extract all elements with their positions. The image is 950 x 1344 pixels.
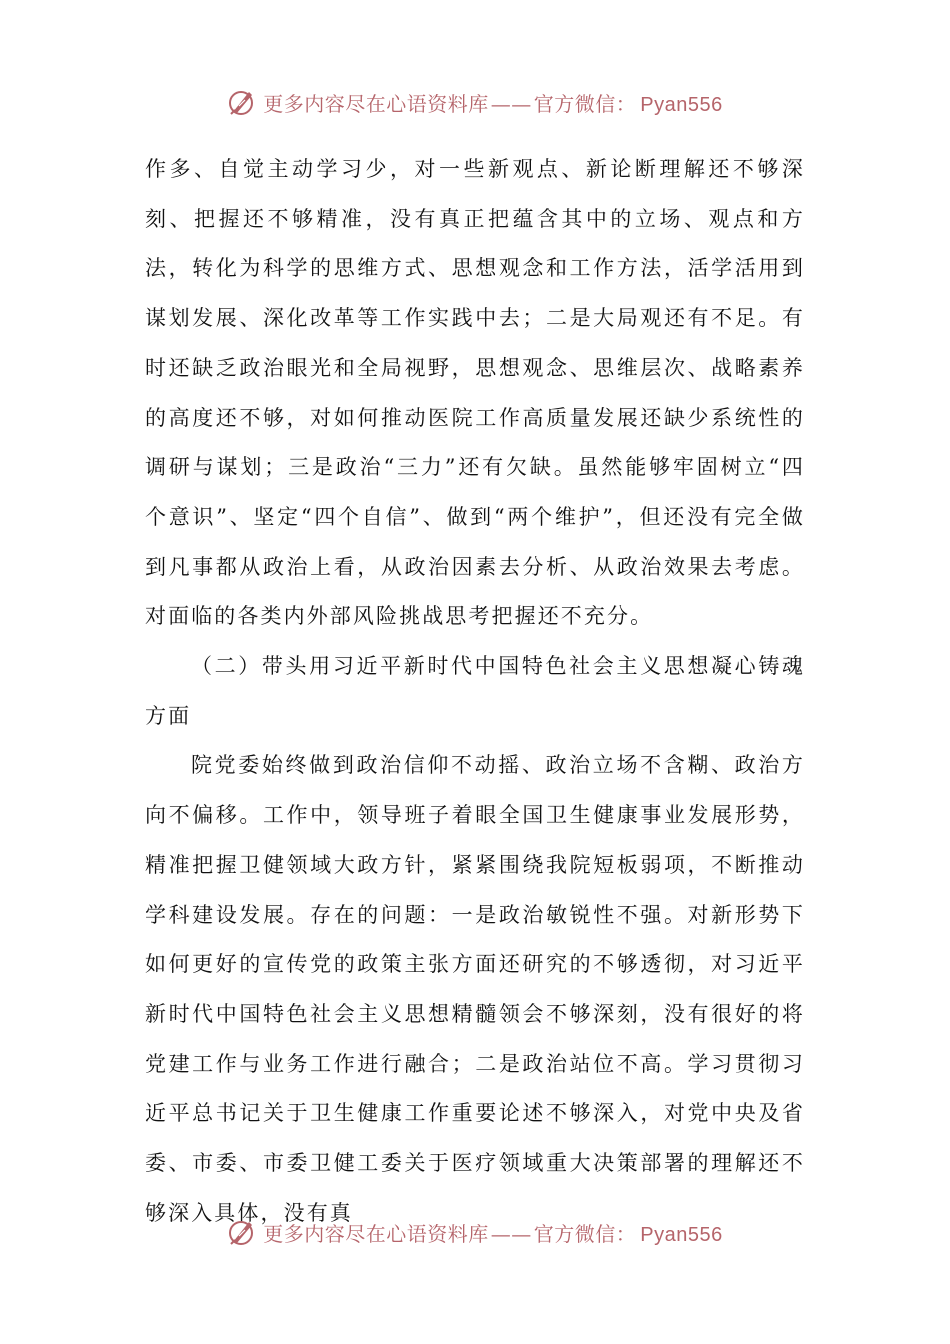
paragraph: 院党委始终做到政治信仰不动摇、政治立场不含糊、政治方向不偏移。工作中，领导班子着眼全国卫生健康事业发展形势，精准把握卫健领域大政方针，紧紧围绕我院短板弱项，不断推动学科建设发展。存在的问题：一是政治敏锐性不强。对新形势下如何更好的宣传党的政策主张方面还研究的不够透彻，对习近平新时代中国特色社会主义思想精髓领会不够深刻，没有很好的将党建工作与业务工作进行融合；二是政治站位不高。学习贯彻习近平总书记关于卫生健康工作重要论述不够深入，对党中央及省委、市委、市委卫健工委关于医疗领域重大决策部署的理解还不够深入具体，没有真 [145,753,805,1225]
header-wechat-label: 官方微信： [533,91,637,116]
document-body [145,145,805,1238]
footer-separator: —— [490,1221,532,1246]
footer-banner [0,1210,950,1254]
header-brand: 更多内容尽在心语资料库 [263,91,489,116]
paragraph-continued: 作多、自觉主动学习少，对一些新观点、新论断理解还不够深刻、把握还不够精准，没有真正把蕴含其中的立场、观点和方法，转化为科学的思维方式、思想观念和工作方法，活学活用到谋划发展、深化改革等工作实践中去；二是大局观还有不足。有时还缺乏政治眼光和全局视野，思想观念、思维层次、战略素养的高度还不够，对如何推动医院工作高质量发展还缺少系统性的调研与谋划；三是政治“三力”还有欠缺。虽然能够牢固树立“四个意识”、坚定“四个自信”、做到“两个维护”，但还没有完全做到凡事都从政治上看，从政治因素去分析、从政治效果去考虑。对面临的各类内外部风险挑战思考把握还不充分。 [145,157,805,629]
header-banner [0,80,950,124]
footer-brand: 更多内容尽在心语资料库 [263,1221,489,1246]
footer-wechat-label: 官方微信： [533,1221,637,1246]
quill-pen-circle-icon [227,87,257,117]
header-wechat-id: Pyan556 [640,93,723,116]
footer-text [263,1218,722,1247]
quill-pen-circle-icon [227,1217,257,1247]
header-text [263,88,722,117]
footer-wechat-id: Pyan556 [640,1223,723,1246]
section-heading: （二）带头用习近平新时代中国特色社会主义思想凝心铸魂方面 [145,654,805,728]
header-separator: —— [490,91,532,116]
